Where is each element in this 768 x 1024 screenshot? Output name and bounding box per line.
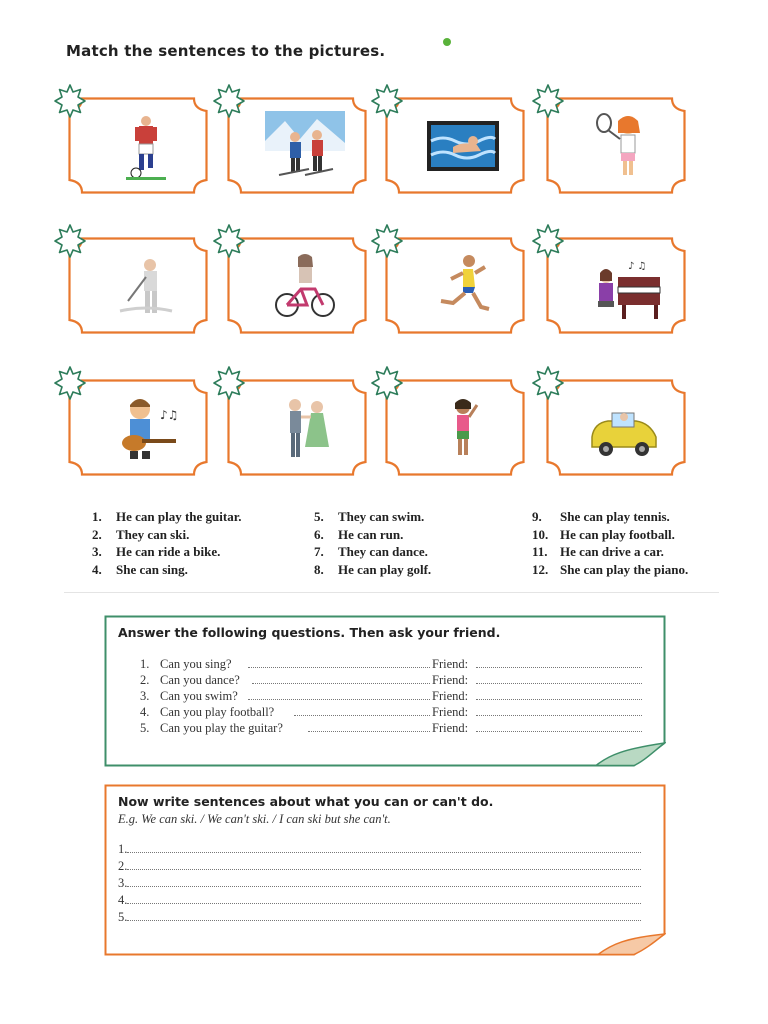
singing-girl-icon [423, 393, 503, 465]
writing-line[interactable] [118, 910, 641, 925]
star-badge-icon [52, 83, 88, 119]
friend-label: Friend: [432, 657, 469, 671]
car-driver-icon [584, 393, 664, 465]
answer-line[interactable] [248, 657, 430, 672]
star-badge-icon [369, 83, 405, 119]
star-badge-icon [52, 365, 88, 401]
picture-card [546, 237, 686, 334]
worksheet-title: Match the sentences to the pictures. [66, 42, 386, 60]
picture-card [385, 237, 525, 334]
question-row: 4. Can you play football? [140, 705, 275, 719]
sentence-item: 3. He can ride a bike. [92, 544, 221, 559]
friend-label: Friend: [432, 673, 469, 687]
writing-line-number: 1. [118, 842, 128, 856]
writing-line[interactable] [118, 842, 641, 857]
picture-card [546, 97, 686, 194]
sentence-item: 2. They can ski. [92, 526, 190, 542]
picture-card [68, 237, 208, 334]
skiers-icon [265, 111, 345, 183]
writing-line-number: 2. [118, 859, 128, 873]
picture-card [227, 237, 367, 334]
friend-label: Friend: [432, 705, 469, 719]
sentence-item: 12. She can play the piano. [532, 561, 689, 577]
picture-card [227, 379, 367, 476]
star-badge-icon [369, 223, 405, 259]
sentences-column-2 [314, 508, 431, 578]
star-badge-icon [530, 365, 566, 401]
answer-line[interactable] [294, 705, 430, 720]
picture-card [227, 97, 367, 194]
answer-line[interactable] [248, 689, 430, 704]
football-player-icon [106, 111, 186, 183]
writing-example: E.g. We can ski. / We can't ski. / I can ski but she can't. [118, 812, 391, 826]
star-badge-icon [530, 83, 566, 119]
svg-text:♪ ♫: ♪ ♫ [628, 261, 647, 272]
sentence-item: 8. He can play golf. [314, 561, 432, 577]
sentence-item: 10. He can play football. [532, 526, 675, 542]
sentence-item: 1. He can play the guitar. [92, 509, 242, 524]
bike-rider-icon [265, 251, 345, 323]
writing-line-number: 3. [118, 876, 128, 890]
piano-player-icon [584, 251, 664, 323]
answer-line[interactable] [252, 673, 430, 688]
writing-line[interactable] [118, 893, 641, 908]
sentence-item: 6. He can run. [314, 526, 404, 542]
friend-answer-line[interactable] [476, 689, 642, 704]
dancers-icon [265, 393, 345, 465]
writing-line-number: 5. [118, 910, 128, 924]
question-row: 1. Can you sing? [140, 657, 232, 671]
sentences-column-3 [532, 508, 688, 578]
star-badge-icon [211, 365, 247, 401]
sentences-column-1 [92, 508, 242, 578]
picture-card [385, 379, 525, 476]
swimmer-icon [423, 111, 503, 183]
runner-icon [423, 251, 503, 323]
sentence-item: 7. They can dance. [314, 544, 428, 559]
writing-line[interactable] [118, 876, 641, 891]
sentence-item: 9. She can play tennis. [532, 509, 670, 524]
question-row: 2. Can you dance? [140, 673, 240, 687]
friend-label: Friend: [432, 689, 469, 703]
picture-card [68, 379, 208, 476]
tennis-girl-icon [584, 111, 664, 183]
question-row: 3. Can you swim? [140, 689, 238, 703]
star-badge-icon [211, 83, 247, 119]
friend-answer-line[interactable] [476, 705, 642, 720]
writing-line[interactable] [118, 859, 641, 874]
question-row: 5. Can you play the guitar? [140, 721, 283, 735]
golfer-icon [106, 251, 186, 323]
friend-answer-line[interactable] [476, 673, 642, 688]
questions-heading: Answer the following questions. Then ask your friend. [118, 625, 501, 640]
svg-text:♪♫: ♪♫ [160, 408, 179, 422]
section-divider [64, 592, 719, 593]
star-badge-icon [530, 223, 566, 259]
friend-label: Friend: [432, 721, 469, 735]
guitar-boy-icon [106, 393, 186, 465]
sentence-item: 11. He can drive a car. [532, 544, 664, 559]
answer-line[interactable] [308, 721, 430, 736]
sentence-item: 4. She can sing. [92, 561, 188, 577]
star-badge-icon [369, 365, 405, 401]
star-badge-icon [52, 223, 88, 259]
writing-heading: Now write sentences about what you can or can't do. [118, 794, 494, 809]
questions-box [104, 615, 666, 767]
picture-card [546, 379, 686, 476]
friend-answer-line[interactable] [476, 657, 642, 672]
picture-card [68, 97, 208, 194]
star-badge-icon [211, 223, 247, 259]
friend-answer-line[interactable] [476, 721, 642, 736]
picture-card [385, 97, 525, 194]
writing-box [104, 784, 666, 956]
green-dot [443, 38, 451, 46]
writing-line-number: 4. [118, 893, 128, 907]
sentence-item: 5. They can swim. [314, 509, 425, 524]
